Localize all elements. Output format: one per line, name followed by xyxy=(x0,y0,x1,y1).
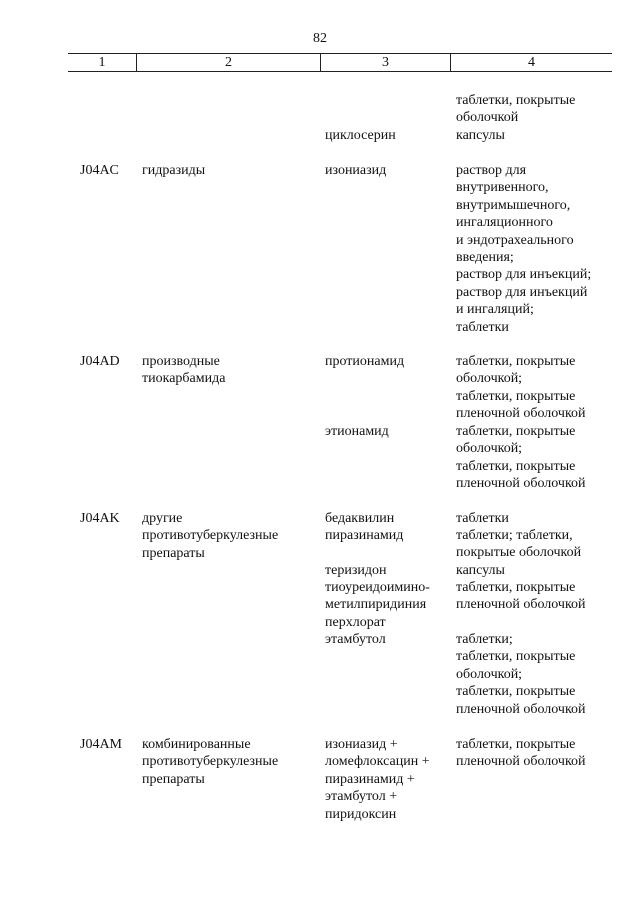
atc-code: J04AC xyxy=(80,163,119,178)
dosage-form: таблетки, покрытые пленочной оболочкой xyxy=(456,737,586,770)
dosage-form: таблетки xyxy=(456,511,509,526)
dosage-form: капсулы xyxy=(456,563,505,578)
header-col-1: 1 xyxy=(98,55,106,70)
drug-name: этионамид xyxy=(325,424,389,439)
dosage-form: таблетки; таблетки, покрытые оболочкой xyxy=(456,528,582,561)
pharmacological-group: производные тиокарбамида xyxy=(142,354,226,387)
drug-name: тиоуреидоимино- метилпиридиния перхлорат xyxy=(325,580,430,630)
header-col-4: 4 xyxy=(528,55,535,70)
drug-name: изониазид + ломефлоксацин + пиразинамид + этамбутол + пиридоксин xyxy=(325,737,430,822)
table-header xyxy=(68,53,612,72)
dosage-form: раствор для внутривенного, внутримышечного, ингаляционного и эндотрахеального введения; раствор для инъекций; раствор для инъекций и ингаляций; таблетки xyxy=(456,163,592,335)
pharmacological-group: гидразиды xyxy=(142,163,206,178)
drug-name: бедаквилин xyxy=(325,511,395,526)
dosage-form: таблетки, покрытые оболочкой xyxy=(456,93,576,126)
drug-name: этамбутол xyxy=(325,632,386,647)
dosage-form: капсулы xyxy=(456,128,505,143)
atc-code: J04AK xyxy=(80,511,120,526)
dosage-form: таблетки, покрытые пленочной оболочкой xyxy=(456,580,586,613)
drug-name: циклосерин xyxy=(325,128,396,143)
drug-name: теризидон xyxy=(325,563,387,578)
drug-name: изониазид xyxy=(325,163,387,178)
page-number: 82 xyxy=(313,31,327,46)
dosage-form: таблетки; таблетки, покрытые оболочкой; таблетки, покрытые пленочной оболочкой xyxy=(456,632,586,717)
atc-code: J04AM xyxy=(80,737,123,752)
drug-name: пиразинамид xyxy=(325,528,404,543)
dosage-form: таблетки, покрытые оболочкой; таблетки, покрытые пленочной оболочкой xyxy=(456,354,586,422)
header-col-3: 3 xyxy=(382,55,389,70)
pharmacological-group: другие противотуберкулезные препараты xyxy=(142,511,279,561)
dosage-form: таблетки, покрытые оболочкой; таблетки, покрытые пленочной оболочкой xyxy=(456,424,586,492)
header-col-2: 2 xyxy=(225,55,232,70)
pharmacological-group: комбинированные противотуберкулезные препараты xyxy=(142,737,279,787)
drug-name: протионамид xyxy=(325,354,405,369)
atc-code: J04AD xyxy=(80,354,120,369)
